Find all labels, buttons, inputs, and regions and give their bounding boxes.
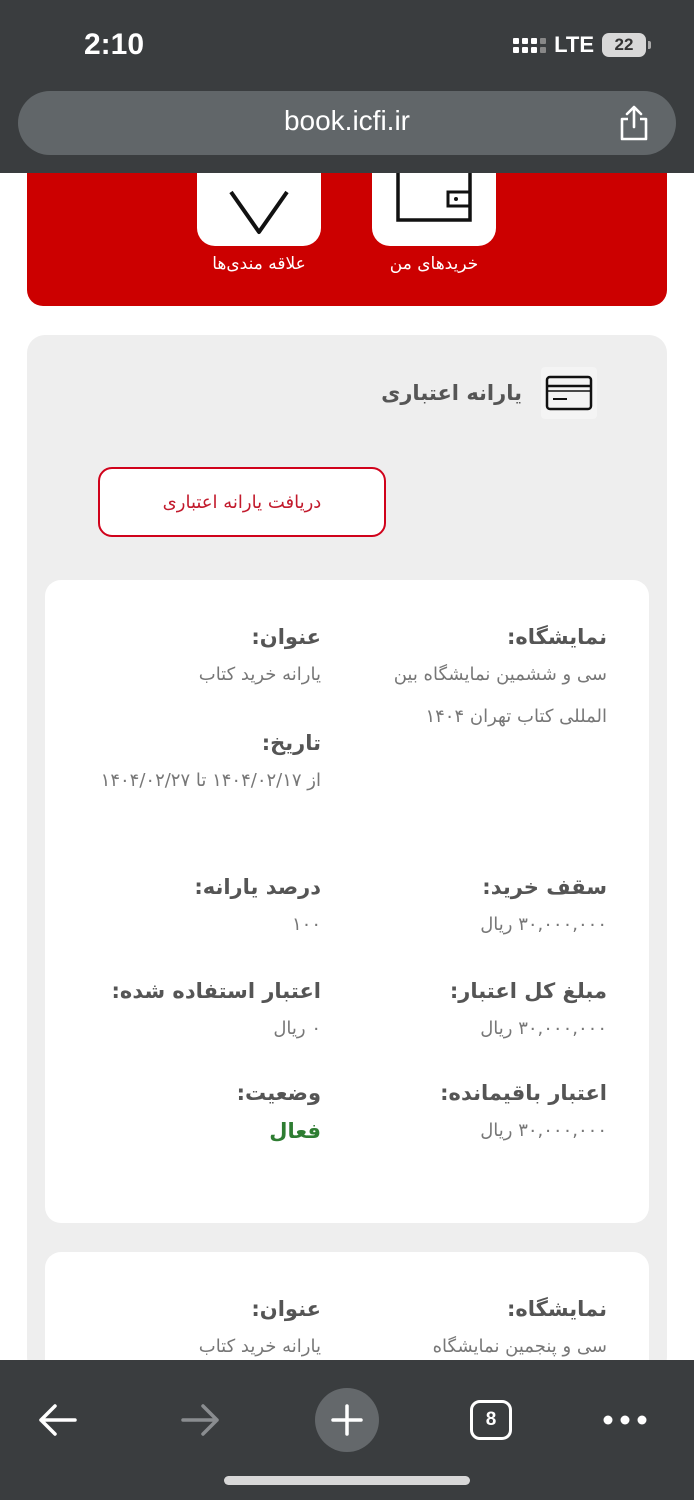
percent-label: درصد یارانه: [194,875,321,899]
more-button[interactable] [592,1380,658,1460]
purchases-label[interactable]: خریدهای من [389,254,479,274]
heart-icon [197,170,321,246]
new-tab-button[interactable] [314,1380,380,1460]
title-value: یارانه خرید کتاب [198,664,321,685]
purchase-cap-label: سقف خرید: [482,875,607,899]
status-indicators [513,32,646,58]
used-credit-field [81,976,321,1050]
battery-icon: 22 [602,33,646,57]
get-credit-subsidy-button[interactable]: دریافت یارانه اعتباری [98,467,386,537]
percent-value: ۱۰۰ [291,914,321,935]
section-title: یارانه اعتباری [381,381,522,405]
share-icon[interactable] [618,105,650,141]
date-label: تاریخ: [261,731,321,755]
date-field [81,728,321,802]
tabs-button[interactable] [462,1380,520,1460]
total-credit-label: مبلغ کل اعتبار: [449,979,607,1003]
status-badge: فعال [269,1119,321,1143]
wishlist-label[interactable]: علاقه مندی‌ها [212,254,306,274]
account-shortcuts-panel [27,150,667,306]
credit-card-icon [541,367,597,419]
used-credit-label: اعتبار استفاده شده: [111,979,321,1003]
browser-toolbar [0,1360,694,1500]
signal-icon [513,38,546,53]
exhibition-field [357,622,607,738]
back-arrow-icon [35,1402,79,1438]
title-value: یارانه خرید کتاب [198,1336,321,1357]
title-field [81,622,321,696]
exhibition-label: نمایشگاه: [507,1297,607,1321]
home-indicator[interactable] [224,1476,470,1485]
back-button[interactable] [22,1380,92,1460]
date-value: از ۱۴۰۴/۰۲/۱۷ تا ۱۴۰۴/۰۲/۲۷ [100,770,321,791]
exhibition-field [357,1294,607,1368]
remaining-credit-label: اعتبار باقیمانده: [440,1081,607,1105]
more-icon [602,1414,648,1426]
total-credit-field [357,976,607,1050]
purchases-tile[interactable] [372,170,496,246]
exhibition-value: سی و ششمین نمایشگاه بین المللی کتاب تهران ۱۴۰۴ [393,664,607,727]
credit-subsidy-section [27,335,667,1375]
status-label: وضعیت: [236,1081,321,1105]
remaining-credit-field [357,1078,607,1152]
plus-icon [330,1403,364,1437]
remaining-credit-value: ۳۰,۰۰۰,۰۰۰ ریال [480,1120,607,1141]
percent-field [81,872,321,946]
network-type: LTE [554,32,594,57]
exhibition-value: سی و پنجمین نمایشگاه [432,1336,607,1357]
purchase-cap-field [357,872,607,946]
status-time: 2:10 [84,28,145,61]
url-text[interactable]: book.icfi.ir [283,105,411,136]
purchase-cap-value: ۳۰,۰۰۰,۰۰۰ ریال [480,914,607,935]
wallet-icon [372,170,496,246]
wishlist-tile[interactable] [197,170,321,246]
title-label: عنوان: [251,1297,321,1321]
title-label: عنوان: [251,625,321,649]
subsidy-card [45,580,649,1223]
title-field [81,1294,321,1368]
forward-button[interactable] [166,1380,236,1460]
exhibition-label: نمایشگاه: [507,625,607,649]
used-credit-value: ۰ ریال [273,1018,321,1039]
status-field [81,1078,321,1152]
tab-count: 8 [470,1400,512,1440]
address-bar[interactable] [18,91,676,155]
total-credit-value: ۳۰,۰۰۰,۰۰۰ ریال [480,1018,607,1039]
browser-top-chrome [0,0,694,173]
forward-arrow-icon [179,1402,223,1438]
